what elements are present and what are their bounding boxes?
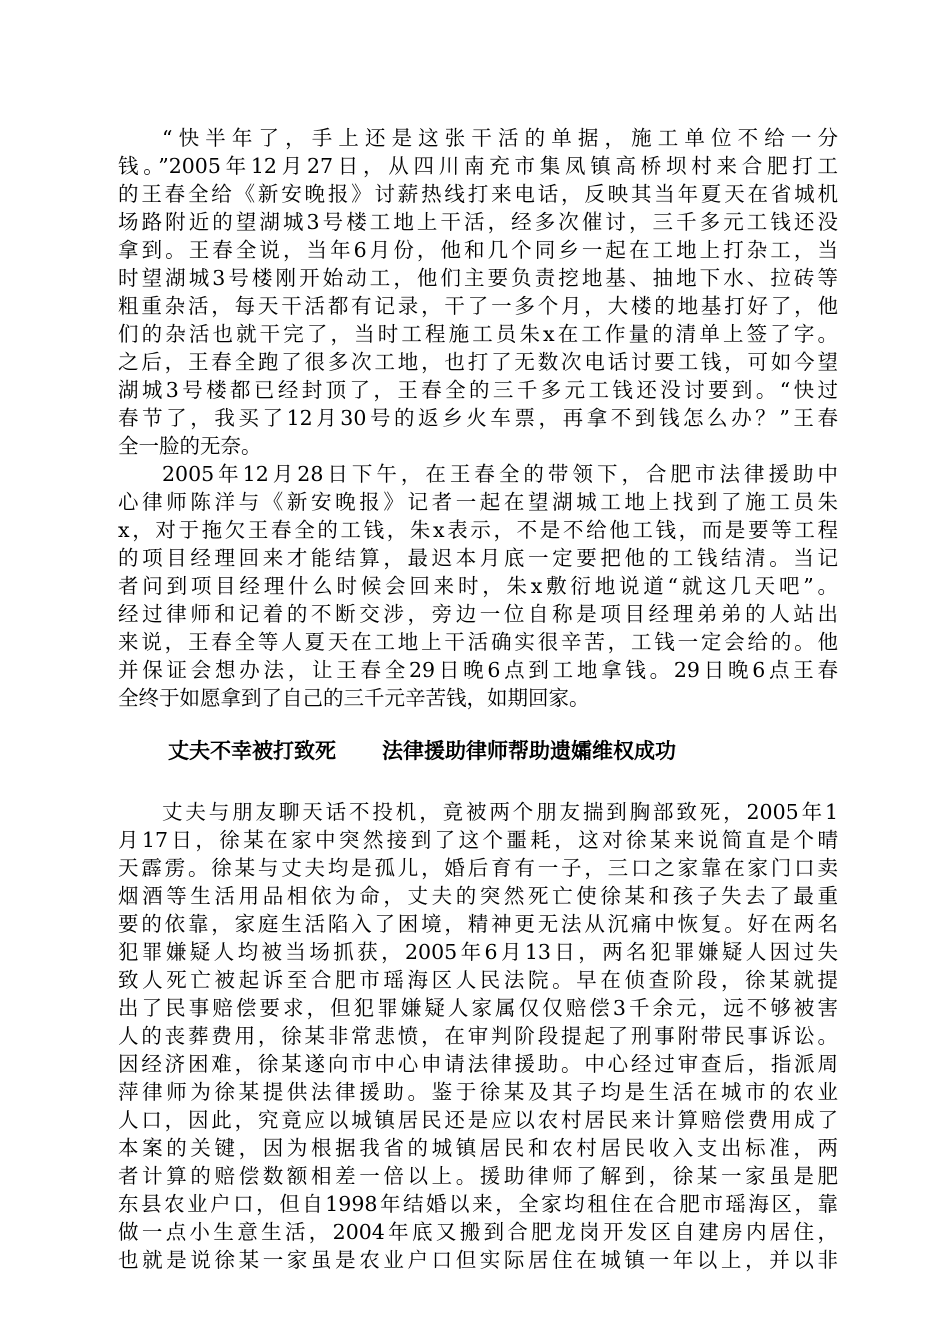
article-2-line: 者计算的赔偿数额相差一倍以上。援助律师了解到，徐某一家虽是肥 — [118, 1164, 838, 1188]
article-1-line: 来说，王春全等人夏天在工地上干活确实很辛苦，工钱一定会给的。他 — [118, 630, 838, 654]
article-1-line: 全终于如愿拿到了自己的三千元辛苦钱，如期回家。 — [118, 686, 590, 710]
article-2-line: 东县农业户口，但自1998年结婚以来，全家均租住在合肥市瑶海区，靠 — [118, 1192, 838, 1216]
article-2-line: 出了民事赔偿要求，但犯罪嫌疑人家属仅仅赔偿3千余元，远不够被害 — [118, 996, 838, 1020]
article-2-line: 本案的关键，因为根据我省的城镇居民和农村居民收入支出标准，两 — [118, 1136, 838, 1160]
article-2-title — [168, 736, 676, 766]
article-2-line: 天霹雳。徐某与丈夫均是孤儿，婚后育有一子，三口之家靠在家门口卖 — [118, 856, 838, 880]
article-2-title-right: 法律援助律师帮助遗孀维权成功 — [382, 739, 676, 763]
article-1-line: 的王春全给《新安晚报》讨薪热线打来电话，反映其当年夏天在省城机 — [118, 182, 838, 206]
article-2-line: 萍律师为徐某提供法律援助。鉴于徐某及其子均是生活在城市的农业 — [118, 1080, 838, 1104]
article-2-line: 因经济困难，徐某遂向市中心申请法律援助。中心经过审查后，指派周 — [118, 1052, 838, 1076]
article-1-line: 的项目经理回来才能结算，最迟本月底一定要把他的工钱结清。当记 — [118, 546, 838, 570]
article-1-line: 拿到。王春全说，当年6月份，他和几个同乡一起在工地上打杂工，当 — [118, 238, 838, 262]
article-1-line: x，对于拖欠王春全的工钱，朱x表示，不是不给他工钱，而是要等工程 — [118, 518, 838, 542]
article-1-line: 经过律师和记着的不断交涉，旁边一位自称是项目经理弟弟的人站出 — [118, 602, 838, 626]
article-1-line: 们的杂活也就干完了，当时工程施工员朱x在工作量的清单上签了字。 — [118, 322, 838, 346]
article-1-line: 者问到项目经理什么时候会回来时，朱x敷衍地说道“就这几天吧”。 — [118, 574, 838, 598]
article-2-line: 也就是说徐某一家虽是农业户口但实际居住在城镇一年以上，并以非 — [118, 1248, 838, 1272]
article-1-line: 粗重杂活，每天干活都有记录，干了一多个月，大楼的地基打好了，他 — [118, 294, 838, 318]
article-2-line: 做一点小生意生活，2004年底又搬到合肥龙岗开发区自建房内居住， — [118, 1220, 838, 1244]
article-2-line: 犯罪嫌疑人均被当场抓获，2005年6月13日，两名犯罪嫌疑人因过失 — [118, 940, 838, 964]
article-1-line: 时望湖城3号楼刚开始动工，他们主要负责挖地基、抽地下水、拉砖等 — [118, 266, 838, 290]
article-2-line: 致人死亡被起诉至合肥市瑶海区人民法院。早在侦查阶段，徐某就提 — [118, 968, 838, 992]
article-2-line: 要的依靠，家庭生活陷入了困境，精神更无法从沉痛中恢复。好在两名 — [118, 912, 838, 936]
article-2-line: 丈夫与朋友聊天话不投机，竟被两个朋友揣到胸部致死，2005年1 — [162, 800, 838, 824]
article-1-line: 春节了，我买了12月30号的返乡火车票，再拿不到钱怎么办？”王春 — [118, 406, 838, 430]
article-1-line: 之后，王春全跑了很多次工地，也打了无数次电话讨要工钱，可如今望 — [118, 350, 838, 374]
article-2-line: 人口，因此，究竟应以城镇居民还是应以农村居民来计算赔偿费用成了 — [118, 1108, 838, 1132]
article-1-line: 全一脸的无奈。 — [118, 434, 262, 458]
article-1-line: 心律师陈洋与《新安晚报》记者一起在望湖城工地上找到了施工员朱 — [118, 490, 838, 514]
article-2-line: 烟酒等生活用品相依为命，丈夫的突然死亡使徐某和孩子失去了最重 — [118, 884, 838, 908]
article-1-line: “快半年了，手上还是这张干活的单据，施工单位不给一分 — [162, 126, 838, 150]
article-1-line: 2005年12月28日下午，在王春全的带领下，合肥市法律援助中 — [162, 462, 838, 486]
article-1-line: 钱。”2005年12月27日，从四川南充市集凤镇高桥坝村来合肥打工 — [118, 154, 838, 178]
article-2-line: 人的丧葬费用，徐某非常悲愤，在审判阶段提起了刑事附带民事诉讼。 — [118, 1024, 838, 1048]
article-1-line: 场路附近的望湖城3号楼工地上干活，经多次催讨，三千多元工钱还没 — [118, 210, 838, 234]
article-1-line: 并保证会想办法，让王春全29日晚6点到工地拿钱。29日晚6点王春 — [118, 658, 838, 682]
article-1-line: 湖城3号楼都已经封顶了，王春全的三千多元工钱还没讨要到。“快过 — [118, 378, 838, 402]
article-2-title-left: 丈夫不幸被打致死 — [168, 739, 336, 763]
article-2-line: 月17日，徐某在家中突然接到了这个噩耗，这对徐某来说简直是个晴 — [118, 828, 838, 852]
